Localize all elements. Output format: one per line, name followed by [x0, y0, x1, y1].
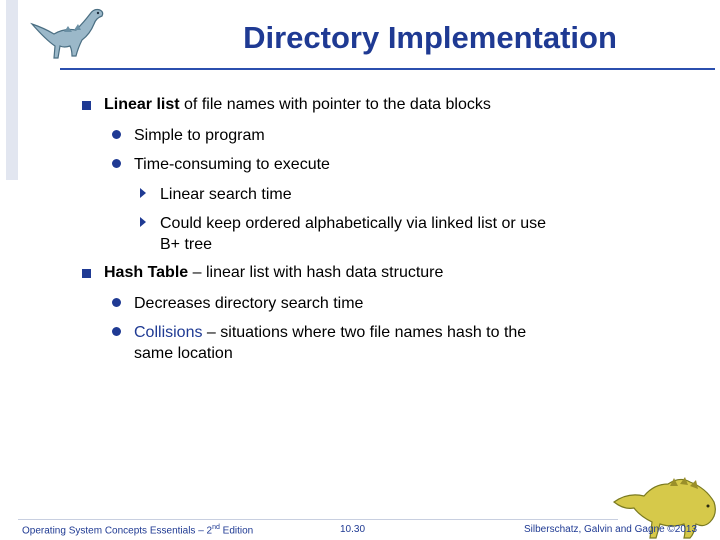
round-bullet-icon: [112, 327, 121, 336]
dinosaur-icon: [24, 4, 114, 68]
footer-rule: [18, 519, 618, 520]
footer-book-sup: nd: [212, 524, 220, 531]
bullet-rest: of file names with pointer to the data blocks: [179, 96, 491, 113]
subsub-text: Linear search time: [160, 186, 292, 203]
footer-book-prefix: Operating System Concepts Essentials – 2: [22, 525, 213, 537]
subsub-line2: B+ tree: [160, 236, 213, 253]
slide-title: Directory Implementation: [243, 20, 617, 55]
term-linear-list: Linear list: [104, 96, 180, 113]
subsub-line1: Could keep ordered alphabetically via linked list or use: [160, 215, 546, 232]
square-bullet-icon: [82, 101, 91, 110]
round-bullet-icon: [112, 298, 121, 307]
square-bullet-icon: [82, 269, 91, 278]
title-underline: [60, 68, 715, 70]
subbullet-text: Time-consuming to execute: [134, 156, 330, 173]
subbullet-text: Decreases directory search time: [134, 295, 364, 312]
subbullet-line1: – situations where two file names hash to the: [202, 324, 527, 341]
subbullet-text: Simple to program: [134, 127, 265, 144]
bullet-rest: – linear list with hash data structure: [188, 264, 444, 281]
bullet-text: [104, 96, 491, 114]
term-collisions: Collisions: [134, 324, 203, 341]
left-decor-gap: [6, 180, 18, 540]
round-bullet-icon: [112, 159, 121, 168]
subbullet-text: [134, 322, 526, 364]
footer-copyright: Silberschatz, Galvin and Gagne ©2013: [524, 524, 698, 535]
term-hash-table: Hash Table: [104, 264, 189, 281]
arrow-bullet-icon: [140, 217, 146, 227]
footer-book: [22, 524, 253, 536]
subbullet-line2: same location: [134, 345, 233, 362]
footer-book-suffix: Edition: [219, 525, 254, 537]
round-bullet-icon: [112, 130, 121, 139]
arrow-bullet-icon: [140, 188, 146, 198]
bullet-text: [104, 264, 443, 282]
footer-page-number: 10.30: [340, 524, 366, 535]
subsub-text: [160, 213, 546, 255]
